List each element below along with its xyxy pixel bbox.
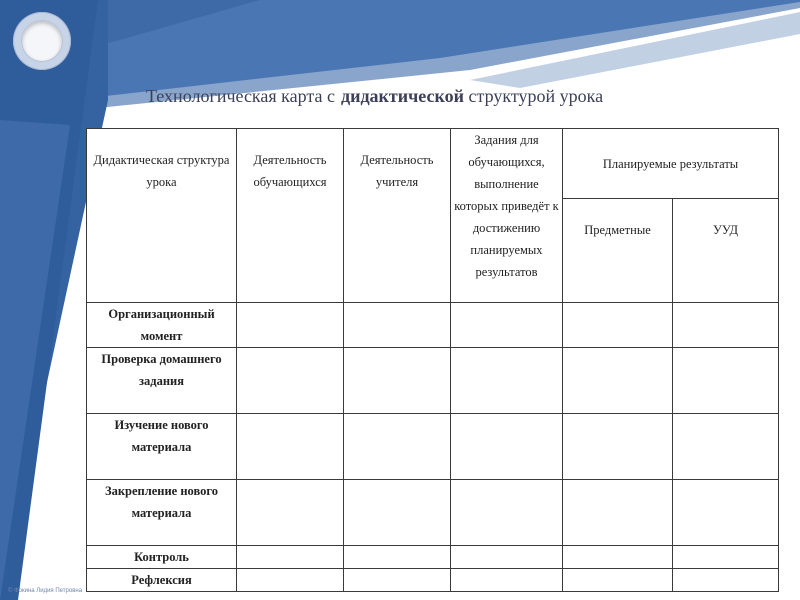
header-subject-results: Предметные xyxy=(563,199,673,303)
stage-cell: Проверка домашнего задания xyxy=(87,348,237,414)
empty-cell xyxy=(563,569,673,592)
header-uud: УУД xyxy=(673,199,779,303)
empty-cell xyxy=(563,303,673,348)
title-part-bold: дидактической xyxy=(340,86,464,106)
stage-cell: Контроль xyxy=(87,546,237,569)
title-part-1: Технологическая карта с xyxy=(146,86,335,106)
empty-cell xyxy=(673,414,779,480)
empty-cell xyxy=(563,414,673,480)
stage-cell: Закрепление нового материала xyxy=(87,480,237,546)
stage-cell: Рефлексия xyxy=(87,569,237,592)
header-student-activity: Деятельность обучающихся xyxy=(237,129,344,303)
table-row xyxy=(87,480,779,546)
empty-cell xyxy=(451,480,563,546)
empty-cell xyxy=(237,348,344,414)
empty-cell xyxy=(673,569,779,592)
empty-cell xyxy=(673,480,779,546)
empty-cell xyxy=(237,569,344,592)
empty-cell xyxy=(563,348,673,414)
empty-cell xyxy=(673,546,779,569)
header-didactic-structure: Дидактическая структура урока xyxy=(87,129,237,303)
empty-cell xyxy=(451,569,563,592)
empty-cell xyxy=(563,480,673,546)
empty-cell xyxy=(237,480,344,546)
header-teacher-activity: Деятельность учителя xyxy=(344,129,451,303)
empty-cell xyxy=(344,414,451,480)
table-row xyxy=(87,303,779,348)
title-part-3: структурой урока xyxy=(468,86,604,106)
empty-cell xyxy=(451,546,563,569)
circle-badge-inner xyxy=(21,20,63,62)
technological-map-table xyxy=(86,128,779,592)
table-row xyxy=(87,546,779,569)
stage-cell: Изучение нового материала xyxy=(87,414,237,480)
stage-cell: Организационный момент xyxy=(87,303,237,348)
empty-cell xyxy=(451,414,563,480)
copyright-footer: © Фокина Лидия Петровна xyxy=(8,588,83,594)
empty-cell xyxy=(673,303,779,348)
table-row xyxy=(87,414,779,480)
empty-cell xyxy=(344,546,451,569)
empty-cell xyxy=(344,480,451,546)
empty-cell xyxy=(344,348,451,414)
table-row xyxy=(87,348,779,414)
empty-cell xyxy=(673,348,779,414)
empty-cell xyxy=(451,348,563,414)
circle-badge-icon xyxy=(13,12,71,70)
empty-cell xyxy=(344,303,451,348)
header-planned-results: Планируемые результаты xyxy=(563,129,779,199)
empty-cell xyxy=(237,303,344,348)
empty-cell xyxy=(237,414,344,480)
empty-cell xyxy=(344,569,451,592)
empty-cell xyxy=(563,546,673,569)
empty-cell xyxy=(451,303,563,348)
table-row xyxy=(87,569,779,592)
page-title xyxy=(146,86,603,107)
header-tasks: Задания для обучающихся, выполнение которых приведёт к достижению планируемых результатов xyxy=(451,129,563,303)
empty-cell xyxy=(237,546,344,569)
